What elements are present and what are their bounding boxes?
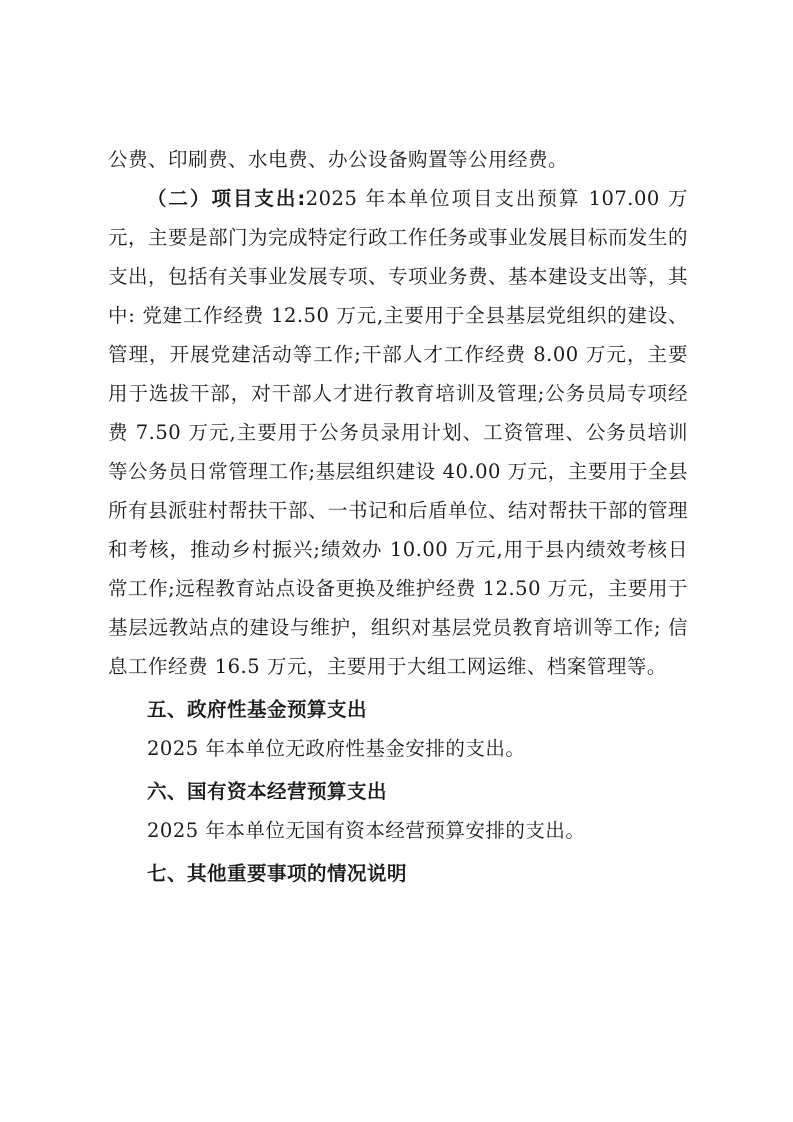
section-5-body: 2025 年本单位无政府性基金安排的支出。 [147,737,526,760]
document-page [108,140,688,893]
project-expenditure-paragraph [108,179,688,686]
section-5-heading: 五、政府性基金预算支出 [147,698,368,721]
project-expenditure-label: （二）项目支出: [147,187,306,210]
section-6-body: 2025 年本单位无国有资本经营预算安排的支出。 [147,819,586,842]
section-7-heading: 七、其他重要事项的情况说明 [147,862,408,885]
section-6-heading: 六、国有资本经营预算支出 [147,780,388,803]
continuation-paragraph: 公费、印刷费、水电费、办公设备购置等公用经费。 [108,148,569,171]
project-expenditure-body: 2025 年本单位项目支出预算 107.00 万元，主要是部门为完成特定行政工作任务或事业发展目标而发生的支出，包括有关事业发展专项、专项业务费、基本建设支出等，其中: 党建工作经费 12.50 万元,主要用于全县基层党组织的建设、管理，开展党建活动等工作;干部人才工作经费 8.00 万元，主要用于选拔干部，对干部人才进行教育培训及管理;公务员局专项经费 7.50 万元,主要用于公务员录用计划、工资管理、公务员培训等公务员日常管理工作;基层组织建设 40.00 万元，主要用于全县所有县派驻村帮扶干部、一书记和后盾单位、结对帮扶干部的管理和考核，推动乡村振兴;绩效办 10.00 万元,用于县内绩效考核日常工作;远程教育站点设备更换及维护经费 12.50 万元，主要用于基层远教站点的建设与维护，组织对基层党员教育培训等工作; 信息工作经费 16.5 万元，主要用于大组工网运维、档案管理等。 [108,187,689,678]
